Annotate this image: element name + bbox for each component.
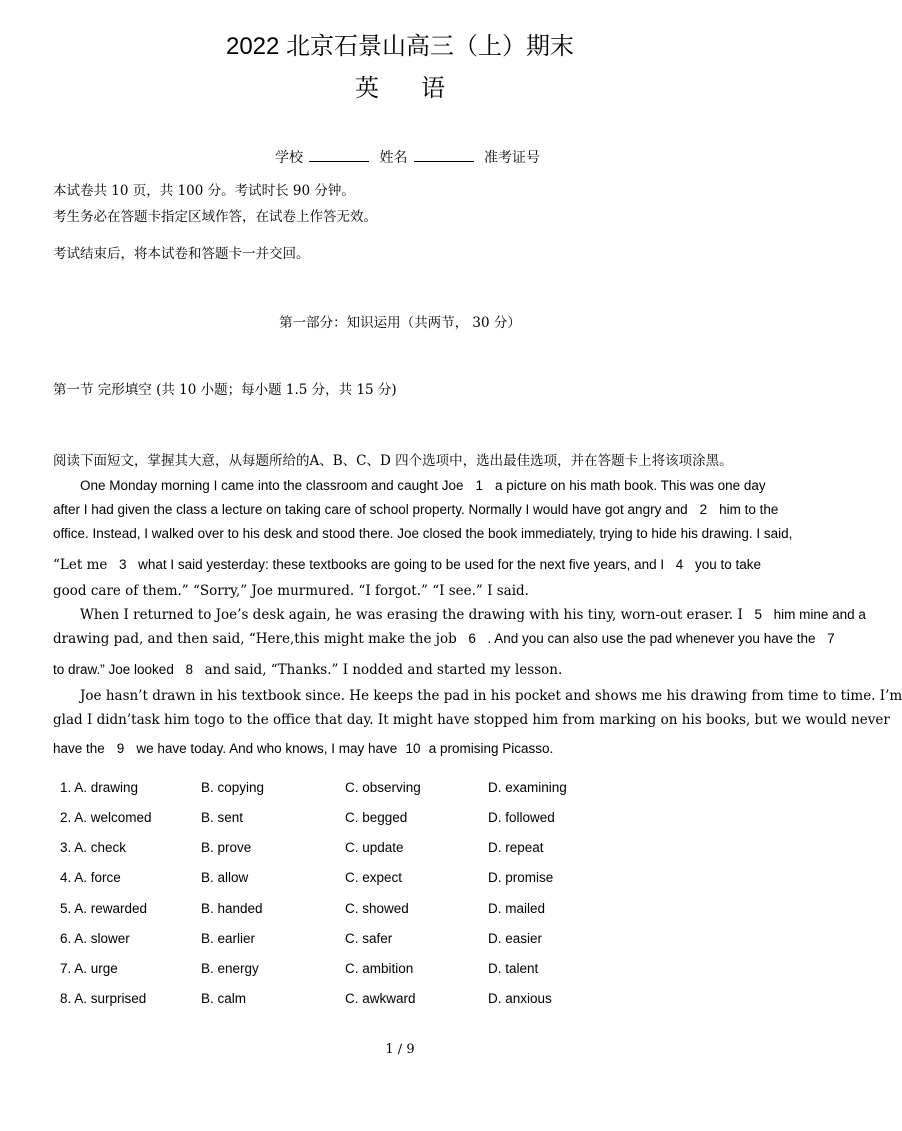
page-title: 2022 北京石景山高三（上）期末 <box>225 33 575 60</box>
option-c: C. update <box>345 840 404 855</box>
blank-number: 1 <box>475 478 483 493</box>
option-row <box>0 837 800 859</box>
option-c: C. awkward <box>345 991 416 1006</box>
name-label: 姓名 <box>379 150 408 166</box>
exam-note-3: 考试结束后，将本试卷和答题卡一并交回。 <box>53 246 310 262</box>
passage-line: glad I didn’task him togo to the office that day. It might have stopped him from marking on his books, but we would never <box>53 712 890 728</box>
option-d: D. examining <box>488 780 567 795</box>
option-d: D. promise <box>488 870 554 885</box>
name-blank <box>414 149 474 162</box>
blank-number: 9 <box>116 741 125 756</box>
instruction-text: 阅读下面短文，掌握其大意，从每题所给的A、B、C、D 四个选项中，选出最佳选项，并在答题卡上将该项涂黑。 <box>53 453 733 469</box>
passage-line: “Let me 3 what I said yesterday: these textbooks are going to be used for the next five years, and I 4 you to take <box>53 554 765 576</box>
passage-line: to draw.” Joe looked 8 and said, “Thanks.” I nodded and started my lesson. <box>53 659 765 681</box>
option-a: 5. A. rewarded <box>60 901 148 916</box>
option-row <box>0 958 800 980</box>
option-a: 7. A. urge <box>60 961 118 976</box>
passage-line: When I returned to Joe’s desk again, he was erasing the drawing with his tiny, worn-out eraser. I 5 him mine and a <box>80 604 765 626</box>
blank-number: 3 <box>118 557 127 572</box>
option-c: C. expect <box>345 870 403 885</box>
blank-number: 4 <box>675 557 684 572</box>
option-d: D. repeat <box>488 840 544 855</box>
option-d: D. followed <box>488 810 555 825</box>
blank-number: 10 <box>405 741 421 756</box>
passage-line: have the 9 we have today. And who knows, I may have 10 a promising Picasso. <box>53 738 765 760</box>
option-d: D. easier <box>488 931 543 946</box>
passage-line: good care of them.” “Sorry,” Joe murmured. “I forgot.” “I see.” I said. <box>53 583 529 599</box>
blank-number: 2 <box>699 502 708 517</box>
option-row <box>0 898 800 920</box>
option-c: C. ambition <box>345 961 414 976</box>
option-b: B. allow <box>201 870 249 885</box>
option-b: B. handed <box>201 901 263 916</box>
page-number: 1 / 9 <box>385 1042 415 1057</box>
option-c: C. begged <box>345 810 408 825</box>
option-row <box>0 867 800 889</box>
blank-number: 5 <box>754 607 762 622</box>
option-a: 3. A. check <box>60 840 127 855</box>
subject-title: 英语 <box>355 74 487 102</box>
option-c: C. showed <box>345 901 409 916</box>
option-a: 1. A. drawing <box>60 780 139 795</box>
candidate-info-line <box>0 148 800 168</box>
option-b: B. prove <box>201 840 252 855</box>
option-c: C. observing <box>345 780 421 795</box>
exam-note-2: 考生务必在答题卡指定区域作答，在试卷上作答无效。 <box>53 209 377 225</box>
exam-id-label: 准考证号 <box>483 150 540 166</box>
option-b: B. energy <box>201 961 259 976</box>
option-d: D. mailed <box>488 901 546 916</box>
passage-line: after I had given the class a lecture on taking care of school property. Normally I would have got angry and 2 him to the <box>53 499 765 521</box>
option-row <box>0 988 800 1010</box>
blank-number: 6 <box>468 631 476 646</box>
option-a: 8. A. surprised <box>60 991 147 1006</box>
option-b: B. earlier <box>201 931 256 946</box>
passage-line: One Monday morning I came into the classroom and caught Joe 1 a picture on his math book. This was one day <box>80 475 765 497</box>
option-d: D. talent <box>488 961 539 976</box>
option-d: D. anxious <box>488 991 552 1006</box>
option-b: B. sent <box>201 810 244 825</box>
option-b: B. copying <box>201 780 265 795</box>
passage-line: Joe hasn’t drawn in his textbook since. He keeps the pad in his pocket and shows me his drawing from time to time. I’m <box>80 688 902 704</box>
option-row <box>0 807 800 829</box>
option-a: 6. A. slower <box>60 931 130 946</box>
blank-number: 7 <box>827 631 835 646</box>
blank-number: 8 <box>185 662 193 677</box>
option-row <box>0 777 800 799</box>
section-title: 第一节 完形填空 (共 10 小题；每小题 1.5 分，共 15 分) <box>53 382 397 398</box>
passage-line: drawing pad, and then said, “Here,this might make the job 6 . And you can also use the pad whenever you have the 7 <box>53 628 765 650</box>
option-b: B. calm <box>201 991 247 1006</box>
option-c: C. safer <box>345 931 393 946</box>
school-blank <box>309 149 369 162</box>
option-row <box>0 928 800 950</box>
passage-line: office. Instead, I walked over to his desk and stood there. Joe closed the book immediately, trying to hide his drawing. I said, <box>53 526 793 541</box>
school-label: 学校 <box>275 150 304 166</box>
exam-note-1: 本试卷共 10 页，共 100 分。考试时长 90 分钟。 <box>53 183 355 199</box>
option-a: 4. A. force <box>60 870 121 885</box>
part-title: 第一部分：知识运用（共两节， 30 分） <box>279 315 521 331</box>
option-a: 2. A. welcomed <box>60 810 152 825</box>
